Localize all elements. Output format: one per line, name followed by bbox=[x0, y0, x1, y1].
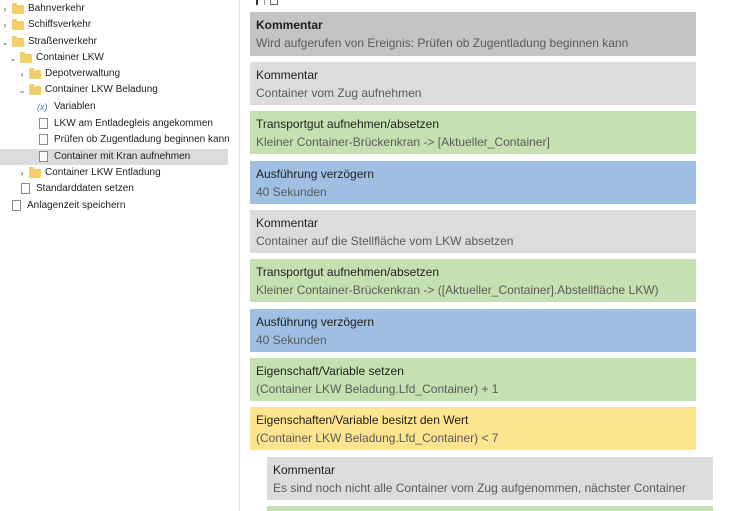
tree-item-container-mit-kran[interactable] bbox=[0, 149, 228, 165]
folder-icon bbox=[29, 70, 41, 79]
tree-panel bbox=[0, 0, 240, 511]
tree-item-label: Bahnverkehr bbox=[28, 3, 85, 14]
block-title: Ausführung verzögern bbox=[256, 315, 375, 329]
block-subtitle: 40 Sekunden bbox=[256, 185, 327, 199]
tree-item-pruefen-zugentladung[interactable] bbox=[0, 132, 240, 148]
block-subtitle: (Container LKW Beladung.Lfd_Container) < 7 bbox=[256, 431, 499, 445]
action-block-nested-next[interactable] bbox=[267, 506, 713, 511]
block-subtitle: Container vom Zug aufnehmen bbox=[256, 86, 422, 100]
folder-icon bbox=[12, 5, 24, 14]
block-title: Kommentar bbox=[256, 68, 319, 82]
block-title: Transportgut aufnehmen/absetzen bbox=[256, 117, 440, 131]
tree-item-label: Schiffsverkehr bbox=[28, 19, 92, 30]
tree-item-label: LKW am Entladegleis angekommen bbox=[54, 118, 213, 129]
tree-item-lkw-angekommen[interactable] bbox=[0, 116, 240, 132]
tree-item-variablen[interactable] bbox=[0, 99, 240, 115]
tree-item-strassenverkehr[interactable] bbox=[0, 34, 240, 50]
variable-icon: (x) bbox=[37, 102, 48, 112]
block-subtitle: Es sind noch nicht alle Container vom Zug aufgenommen, nächster Container bbox=[273, 481, 686, 495]
chevron-down-icon[interactable]: ⌄ bbox=[18, 85, 26, 95]
tree-item-bahnverkehr[interactable] bbox=[0, 1, 240, 17]
tree-item-container-lkw-entladung[interactable] bbox=[0, 165, 240, 181]
folder-icon bbox=[29, 169, 41, 178]
folder-icon bbox=[20, 54, 32, 63]
tree-item-depotverwaltung[interactable] bbox=[0, 66, 240, 82]
tree-item-label: Container mit Kran aufnehmen bbox=[54, 151, 191, 162]
tree-item-container-lkw-beladung[interactable] bbox=[0, 82, 240, 98]
document-icon bbox=[21, 183, 30, 194]
folder-icon bbox=[29, 86, 41, 95]
action-block-comment[interactable] bbox=[250, 210, 696, 253]
folder-icon bbox=[12, 38, 24, 47]
block-subtitle: Kleiner Container-Brückenkran -> ([Aktueller_Container].Abstellfläche LKW) bbox=[256, 283, 659, 297]
block-title: Eigenschaft/Variable setzen bbox=[256, 364, 404, 378]
block-title: Kommentar bbox=[273, 463, 336, 477]
action-block-delay[interactable] bbox=[250, 161, 696, 204]
document-icon bbox=[39, 118, 48, 129]
toolbar-button-icon[interactable] bbox=[256, 0, 258, 5]
document-icon bbox=[12, 200, 21, 211]
tree-item-label: Standarddaten setzen bbox=[36, 183, 134, 194]
tree-item-label: Straßenverkehr bbox=[28, 36, 97, 47]
block-title: Kommentar bbox=[256, 18, 323, 32]
chevron-right-icon[interactable]: › bbox=[20, 69, 24, 79]
action-block-transport[interactable] bbox=[250, 259, 696, 302]
tree-item-anlagenzeit[interactable] bbox=[0, 198, 240, 214]
action-block-comment[interactable] bbox=[250, 62, 696, 105]
chevron-down-icon[interactable]: ⌄ bbox=[1, 37, 9, 47]
document-icon bbox=[39, 151, 48, 162]
block-subtitle: Wird aufgerufen von Ereignis: Prüfen ob Zugentladung beginnen kann bbox=[256, 36, 629, 50]
action-block-delay[interactable] bbox=[250, 309, 696, 352]
toolbar bbox=[250, 0, 310, 5]
action-block-comment-nested[interactable] bbox=[267, 457, 713, 500]
tree-item-label: Anlagenzeit speichern bbox=[27, 200, 126, 211]
block-title: Transportgut aufnehmen/absetzen bbox=[256, 265, 440, 279]
chevron-right-icon[interactable]: › bbox=[3, 4, 7, 14]
block-title: Eigenschaften/Variable besitzt den Wert bbox=[256, 413, 469, 427]
block-subtitle: Kleiner Container-Brückenkran -> [Aktueller_Container] bbox=[256, 135, 550, 149]
chevron-right-icon[interactable]: › bbox=[20, 168, 24, 178]
block-title: Kommentar bbox=[256, 216, 319, 230]
tree-item-label: Container LKW bbox=[36, 52, 104, 63]
copy-icon[interactable] bbox=[270, 0, 278, 5]
folder-icon bbox=[12, 21, 24, 30]
chevron-right-icon[interactable]: › bbox=[3, 20, 7, 30]
tree-item-label: Container LKW Entladung bbox=[45, 167, 161, 178]
block-subtitle: Container auf die Stellfläche vom LKW absetzen bbox=[256, 234, 514, 248]
tree-item-schiffsverkehr[interactable] bbox=[0, 17, 240, 33]
block-subtitle: (Container LKW Beladung.Lfd_Container) + 1 bbox=[256, 382, 499, 396]
action-block-transport[interactable] bbox=[250, 111, 696, 154]
tree-item-label: Container LKW Beladung bbox=[45, 84, 158, 95]
tree-item-label: Prüfen ob Zugentladung beginnen kann bbox=[54, 134, 230, 145]
tree-item-standarddaten[interactable] bbox=[0, 181, 240, 197]
action-block-set-variable[interactable] bbox=[250, 358, 696, 401]
action-block-condition[interactable] bbox=[250, 407, 696, 450]
block-title: Ausführung verzögern bbox=[256, 167, 375, 181]
tree-item-container-lkw[interactable] bbox=[0, 50, 240, 66]
toolbar-separator bbox=[264, 0, 265, 5]
tree-item-label: Variablen bbox=[54, 101, 96, 112]
chevron-down-icon[interactable]: ⌄ bbox=[9, 53, 17, 63]
action-block-comment-header[interactable] bbox=[250, 12, 696, 56]
block-subtitle: 40 Sekunden bbox=[256, 333, 327, 347]
tree-item-label: Depotverwaltung bbox=[45, 68, 121, 79]
document-icon bbox=[39, 134, 48, 145]
